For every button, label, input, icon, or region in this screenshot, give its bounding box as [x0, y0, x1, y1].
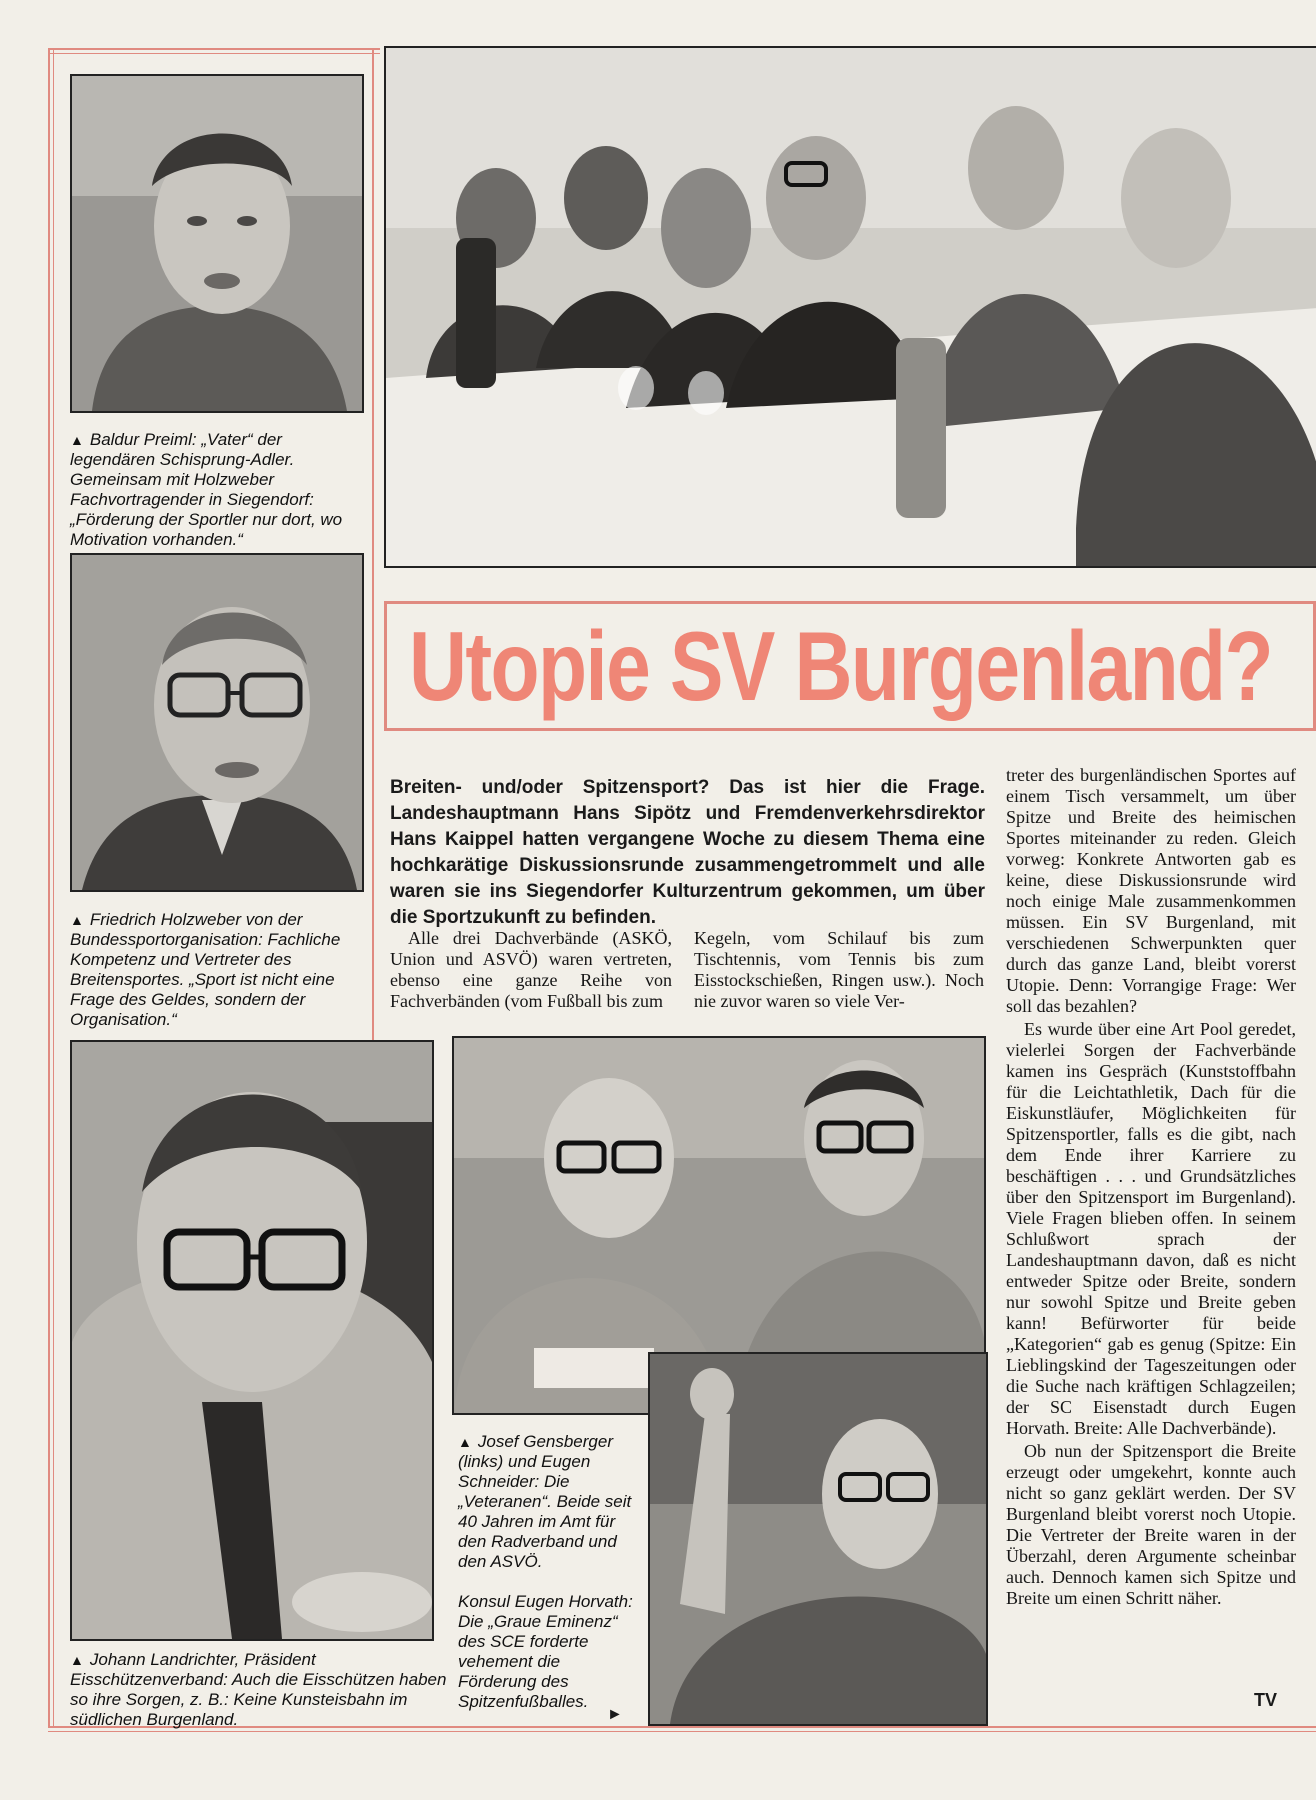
- frame-bottom-line-inner: [48, 1731, 1316, 1732]
- caption-preiml-text: Baldur Preiml: „Vater“ der legendären Schisprung-Adler. Gemeinsam mit Holzweber Fachvortragender in Siegendorf: „Förderung der Sportler nur dort, wo Motivation vorhanden.“: [70, 430, 343, 549]
- headline-box: [384, 601, 1316, 731]
- photo-panel-discussion: [384, 46, 1316, 568]
- caption-horvath-text: Konsul Eugen Horvath: Die „Graue Eminenz“ des SCE forderte vehement die Förderung des Spitzenfußballes.: [458, 1592, 633, 1711]
- caption-gensberger-text: Josef Gensberger (links) und Eugen Schneider: Die „Veteranen“. Beide seit 40 Jahren im Amt für den Radverband und den ASVÖ.: [458, 1432, 632, 1571]
- photo-baldur-preiml: [70, 74, 364, 413]
- body-column-1-text: Alle drei Dachverbände (ASKÖ, Union und ASVÖ) waren vertreten, ebenso eine ganze Reihe von Fachverbänden (vom Fußball bis zum: [390, 928, 672, 1011]
- body-column-1: [390, 928, 672, 1014]
- frame-divider-left: [372, 48, 374, 1108]
- body-column-3-paragraph-3: Ob nun der Spitzensport die Breite erzeugt oder umgekehrt, konnte auch nicht so ganz geklärt werden. Der SV Burgenland bleibt vorerst noch Utopie. Die Vertreter der Breite waren in der Überzahl, deren Argumente scheinbar auch. Dennoch kamen sich Spitze und Breite um einen Schritt näher.: [1006, 1441, 1296, 1608]
- frame-top-line: [48, 48, 380, 50]
- caption-gensberger: [458, 1432, 643, 1572]
- photo-friedrich-holzweber: [70, 553, 364, 892]
- body-column-2-text: Kegeln, vom Schilauf bis zum Tischtennis, vom Tennis bis zum Eisstockschießen, Ringen usw.). Noch nie zuvor waren so viele Ver-: [694, 928, 984, 1011]
- caption-marker: ▲: [70, 912, 84, 928]
- frame-left-line: [48, 48, 50, 1728]
- photo-eugen-horvath: [648, 1352, 988, 1726]
- photo-johann-landrichter: [70, 1040, 434, 1641]
- lead-paragraph: Breiten- und/oder Spitzensport? Das ist hier die Frage. Landeshauptmann Hans Sipötz und Fremdenverkehrsdirektor Hans Kaippel hatten vergangene Woche zu diesem Thema eine hochkarätige Diskussionsrunde zusammengetrommelt und alle waren sie ins Siegendorfer Kulturzentrum gekommen, um über die Sportzukunft zu befinden.: [390, 777, 985, 928]
- caption-holzweber: [70, 910, 360, 1030]
- caption-horvath: [458, 1592, 643, 1712]
- caption-marker: ▲: [70, 1652, 84, 1668]
- caption-marker: ▲: [70, 432, 84, 448]
- caption-landrichter: [70, 1650, 450, 1730]
- author-signature: TV: [1254, 1690, 1278, 1710]
- body-column-2: [694, 928, 984, 1014]
- body-column-3-paragraph-2: Es wurde über eine Art Pool geredet, vielerlei Sorgen der Fachverbände kamen ins Gespräch (Kunststoffbahn für die Leichtathletik, Dach für die Eiskunstläufer, Möglichkeiten für Spitzensportler, falls es die gibt, nach dem Ende ihrer Karriere zu beschäftigen . . . und Grundsätzliches über den Spitzensport im Burgenland). Viele Fragen blieben offen. In seinem Schlußwort sprach der Landeshauptmann davon, daß es nicht entweder Spitze oder Breite, sondern nur sowohl Spitze und Breite geben kann! Befürworter für beide „Kategorien“ gab es genug (Spitze: Ein Lieblingskind der Tageszeitungen oder die Suche nach kräftigen Schlagzeilen; der SC Eisenstadt durch Eugen Horvath. Breite: Alle Dachverbände).: [1006, 1019, 1296, 1438]
- body-column-3-paragraph-1: treter des burgenländischen Sportes auf einem Tisch versammelt, um über Spitze und Breite des heimischen Sportes miteinander zu reden. Gleich vorweg: Konkrete Antworten gab es keine, diese Diskussionsrunde wird noch einige Male zusammenkommen müssen. Ein SV Burgenland, mit verschiedenen Schwerpunkten quer durch das ganze Land, bleibt vorerst Utopie. Denn: Vorrangige Frage: Wer soll das bezahlen?: [1006, 765, 1296, 1016]
- arrow-right-icon: ►: [607, 1706, 623, 1723]
- body-column-3: [1006, 765, 1296, 1611]
- page-headline: Utopie SV Burgenland?: [409, 611, 1272, 721]
- caption-holzweber-text: Friedrich Holzweber von der Bundessportorganisation: Fachliche Kompetenz und Vertreter des Breitensportes. „Sport ist nicht eine Frage des Geldes, sondern der Organisation.“: [70, 910, 341, 1029]
- frame-left-line-inner: [53, 48, 54, 1728]
- caption-landrichter-text: Johann Landrichter, Präsident Eisschützenverband: Auch die Eisschützen haben so ihre Sorgen, z. B.: Keine Kunsteisbahn im südlichen Burgenland.: [70, 1650, 447, 1729]
- caption-marker: ▲: [458, 1434, 472, 1450]
- frame-top-line-inner: [48, 53, 380, 54]
- caption-preiml: [70, 430, 360, 550]
